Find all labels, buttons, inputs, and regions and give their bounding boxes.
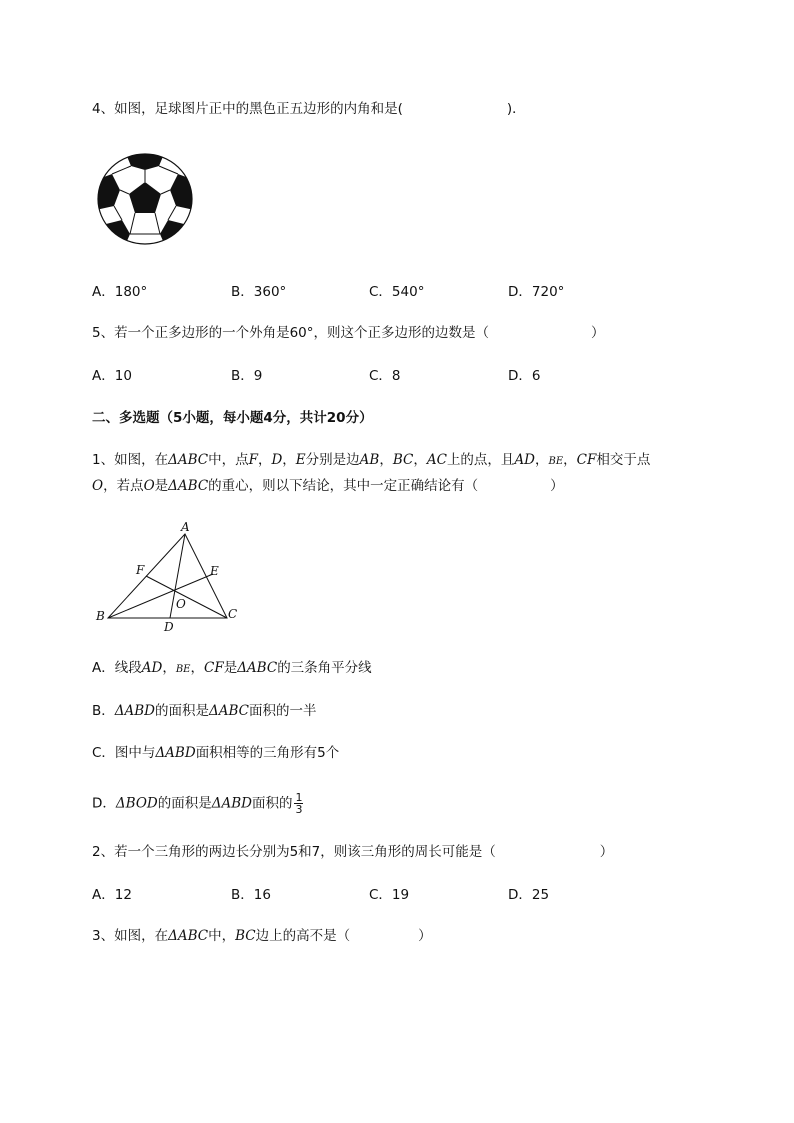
option-a[interactable]: A．12 bbox=[92, 887, 132, 903]
multi-question-2-options bbox=[92, 885, 612, 905]
option-d[interactable]: D．6 bbox=[508, 368, 541, 384]
option-b[interactable]: B．360° bbox=[231, 284, 287, 300]
multi-question-1-line-1: 1、如图，在ΔABC中，点F，D，E分别是边AB，BC，AC上的点，且AD，BE，CF相交于点 bbox=[92, 452, 651, 468]
question-5-stem: 5、若一个正多边形的一个外角是60°，则这个正多边形的边数是（ ） bbox=[92, 325, 605, 341]
soccer-ball-figure bbox=[96, 152, 194, 246]
label-f: F bbox=[136, 563, 145, 577]
option-c[interactable]: C．19 bbox=[369, 887, 410, 903]
question-5-options bbox=[92, 366, 612, 386]
multi-question-2-stem: 2、若一个三角形的两边长分别为5和7，则该三角形的周长可能是（ ） bbox=[92, 844, 614, 860]
triangle-figure bbox=[92, 518, 252, 638]
option-d[interactable]: D．720° bbox=[508, 284, 565, 300]
question-4-options bbox=[92, 282, 612, 302]
label-c: C bbox=[228, 607, 238, 621]
fraction-one-third: $\frac{1}{3}$ bbox=[295, 791, 303, 816]
option-b[interactable]: B．9 bbox=[231, 368, 263, 384]
multi-1-option-d[interactable]: D．ΔBOD的面积是ΔABD面积的 $\frac{1}{3}$ bbox=[92, 791, 303, 816]
label-b: B bbox=[96, 609, 105, 623]
multi-1-option-b[interactable]: B．ΔABD的面积是ΔABC面积的一半 bbox=[92, 703, 317, 719]
label-a: A bbox=[181, 520, 190, 534]
multi-1-option-c[interactable]: C．图中与ΔABD面积相等的三角形有5个 bbox=[92, 745, 340, 761]
option-c[interactable]: C．540° bbox=[369, 284, 425, 300]
option-c[interactable]: C．8 bbox=[369, 368, 401, 384]
multi-1-option-a[interactable]: A．线段AD，BE，CF是ΔABC的三条角平分线 bbox=[92, 660, 372, 676]
option-a[interactable]: A．180° bbox=[92, 284, 148, 300]
option-b[interactable]: B．16 bbox=[231, 887, 271, 903]
option-d[interactable]: D．25 bbox=[508, 887, 550, 903]
label-o: O bbox=[176, 597, 186, 611]
multi-question-3-stem: 3、如图，在ΔABC中，BC边上的高不是（ ） bbox=[92, 928, 432, 944]
section-heading: 二、多选题（5小题，每小题4分，共计20分） bbox=[92, 410, 373, 426]
question-4-stem: 4、如图，足球图片正中的黑色正五边形的内角和是( )． bbox=[92, 101, 526, 117]
label-e: E bbox=[210, 564, 219, 578]
label-d: D bbox=[164, 620, 174, 634]
multi-question-1-line-2: O，若点O是ΔABC的重心，则以下结论，其中一定正确结论有（ ） bbox=[92, 478, 564, 494]
option-a[interactable]: A．10 bbox=[92, 368, 132, 384]
